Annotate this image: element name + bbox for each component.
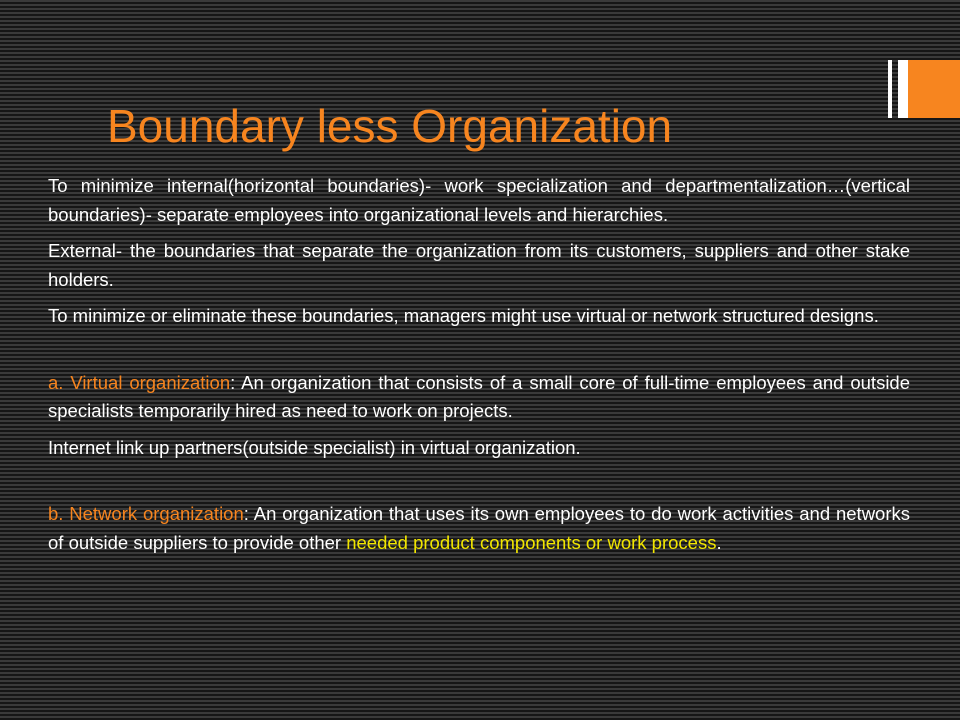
network-organization-definition: : An organization that uses its own employees to do work activities and networks of outside suppliers to provide other	[48, 503, 910, 553]
paragraph-network-organization	[48, 500, 910, 557]
network-organization-term: b. Network organization	[48, 503, 244, 524]
network-organization-highlight: needed product components or work process	[346, 531, 717, 553]
paragraph-minimize-boundaries: To minimize or eliminate these boundaries, managers might use virtual or network structured designs.	[48, 305, 879, 326]
decor-thin-bar	[888, 60, 892, 118]
decor-orange-block	[908, 60, 960, 118]
virtual-organization-term: a. Virtual organization	[48, 371, 231, 393]
paragraph-external-boundaries: External- the boundaries that separate the organization from its customers, suppliers and other stake holders.	[48, 240, 910, 290]
slide-body	[48, 172, 910, 565]
virtual-organization-definition: : An organization that consists of a small core of full-time employees and outside specialists temporarily hired as need to work on projects.	[48, 371, 911, 421]
paragraph-internal-boundaries: To minimize internal(horizontal boundaries)- work specialization and departmentalization…(vertical boundaries)- separate employees into organizational levels and hierarchies.	[48, 175, 910, 225]
network-organization-end: .	[716, 531, 722, 553]
slide-title: Boundary less Organization	[107, 100, 673, 152]
paragraph-internet-partners: Internet link up partners(outside specialist) in virtual organization.	[48, 436, 581, 458]
decor-white-bar	[898, 60, 908, 118]
paragraph-virtual-organization	[48, 369, 910, 426]
